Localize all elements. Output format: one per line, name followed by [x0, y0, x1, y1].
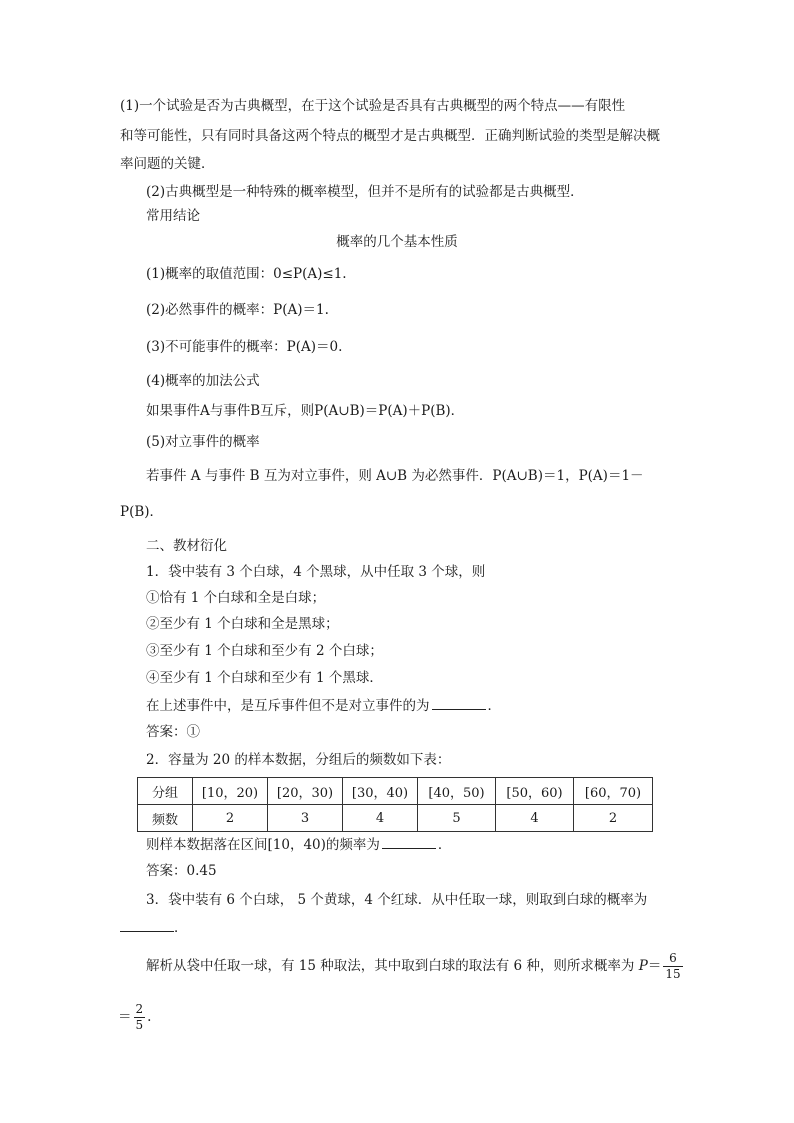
table-cell: [50，60)	[496, 778, 574, 805]
property-5-title: (5)对立事件的概率	[146, 434, 260, 450]
equals-sign: ＝	[647, 958, 662, 974]
q2-question-end: ．	[437, 837, 452, 853]
frequency-table	[137, 777, 653, 832]
conclusion-title: 概率的几个基本性质	[336, 234, 458, 250]
property-3: (3)不可能事件的概率：P(A)＝0.	[146, 339, 343, 355]
q2-answer: 答案：0.45	[146, 863, 217, 879]
q2-stem: 2．容量为 20 的样本数据，分组后的频数如下表：	[146, 752, 451, 768]
table-cell: [40，50)	[418, 778, 496, 805]
q2-question	[146, 835, 451, 855]
table-cell: [30，40)	[343, 778, 418, 805]
remark-1-line-3: 率问题的关键．	[120, 156, 215, 172]
fraction-denominator: 5	[135, 1018, 144, 1032]
q3-solution	[146, 949, 685, 983]
q2-answer-blank	[382, 835, 436, 849]
table-cell: 4	[496, 805, 574, 832]
fraction-numerator: 6	[663, 951, 682, 967]
q1-question-end: ．	[487, 698, 501, 714]
q2-question-text: 则样本数据落在区间[10，40)的频率为	[146, 837, 380, 853]
q1-stem: 1．袋中装有 3 个白球，4 个黑球，从中任取 3 个球，则	[146, 564, 486, 580]
q3-stem-continued	[120, 918, 188, 938]
q1-option-4: ④至少有 1 个白球和至少有 1 个黑球．	[146, 670, 383, 686]
table-header-row	[138, 778, 653, 805]
q1-question	[146, 696, 501, 716]
q3-solution-result	[118, 1000, 151, 1034]
table-cell: 分组	[138, 778, 193, 805]
q1-option-1: ①恰有 1 个白球和全是白球；	[146, 590, 326, 606]
property-2: (2)必然事件的概率：P(A)＝1.	[146, 302, 329, 318]
fraction-2-5	[134, 1002, 146, 1033]
q1-answer: 答案：①	[146, 724, 200, 740]
table-cell: 4	[343, 805, 418, 832]
conclusion-label: 常用结论	[146, 208, 200, 224]
q3-answer-blank	[120, 918, 174, 932]
property-4-body: 如果事件A与事件B互斥，则P(A∪B)＝P(A)＋P(B)．	[146, 403, 465, 419]
period: .	[147, 1009, 152, 1025]
q1-question-text: 在上述事件中，是互斥事件但不是对立事件的为	[146, 698, 430, 714]
q1-option-3: ③至少有 1 个白球和至少有 2 个白球；	[146, 643, 383, 659]
q1-answer-blank	[432, 696, 486, 710]
remark-2: (2)古典概型是一种特殊的概率模型，但并不是所有的试验都是古典概型．	[146, 184, 584, 200]
table-cell: [20，30)	[268, 778, 343, 805]
fraction-6-15	[663, 951, 682, 982]
table-cell: 2	[574, 805, 653, 832]
table-cell: [10，20)	[193, 778, 268, 805]
fraction-numerator: 2	[135, 1002, 144, 1016]
q3-solution-text: 解析从袋中任取一球，有 15 种取法，其中取到白球的取法有 6 种，则所求概率为	[146, 958, 635, 974]
table-cell: 5	[418, 805, 496, 832]
property-1: (1)概率的取值范围：0≤P(A)≤1.	[146, 266, 347, 282]
probability-variable: P	[638, 958, 648, 974]
q1-option-2: ②至少有 1 个白球和全是黑球；	[146, 616, 339, 632]
fraction-denominator: 15	[665, 967, 681, 981]
property-5-line-2: P(B)．	[120, 504, 164, 520]
table-cell: 3	[268, 805, 343, 832]
property-4-title: (4)概率的加法公式	[146, 373, 260, 389]
remark-1-line-2: 和等可能性，只有同时具备这两个特点的概型才是古典概型．正确判断试验的类型是解决概	[120, 128, 660, 144]
table-cell: 频数	[138, 805, 193, 832]
table-cell: [60，70)	[574, 778, 653, 805]
q3-stem-end: ．	[174, 920, 188, 936]
q3-stem: 3．袋中装有 6 个白球， 5 个黄球，4 个红球．从中任取一球，则取到白球的概率为	[146, 892, 648, 908]
equals-sign: ＝	[118, 1009, 132, 1025]
table-row	[138, 805, 653, 832]
remark-1-line-1: (1)一个试验是否为古典概型，在于这个试验是否具有古典概型的两个特点——有限性	[120, 98, 626, 114]
section-heading: 二、教材衍化	[146, 538, 227, 554]
table-cell: 2	[193, 805, 268, 832]
property-5-line-1: 若事件 A 与事件 B 互为对立事件，则 A∪B 为必然事件．P(A∪B)＝1，P(A)＝1－	[146, 468, 644, 484]
